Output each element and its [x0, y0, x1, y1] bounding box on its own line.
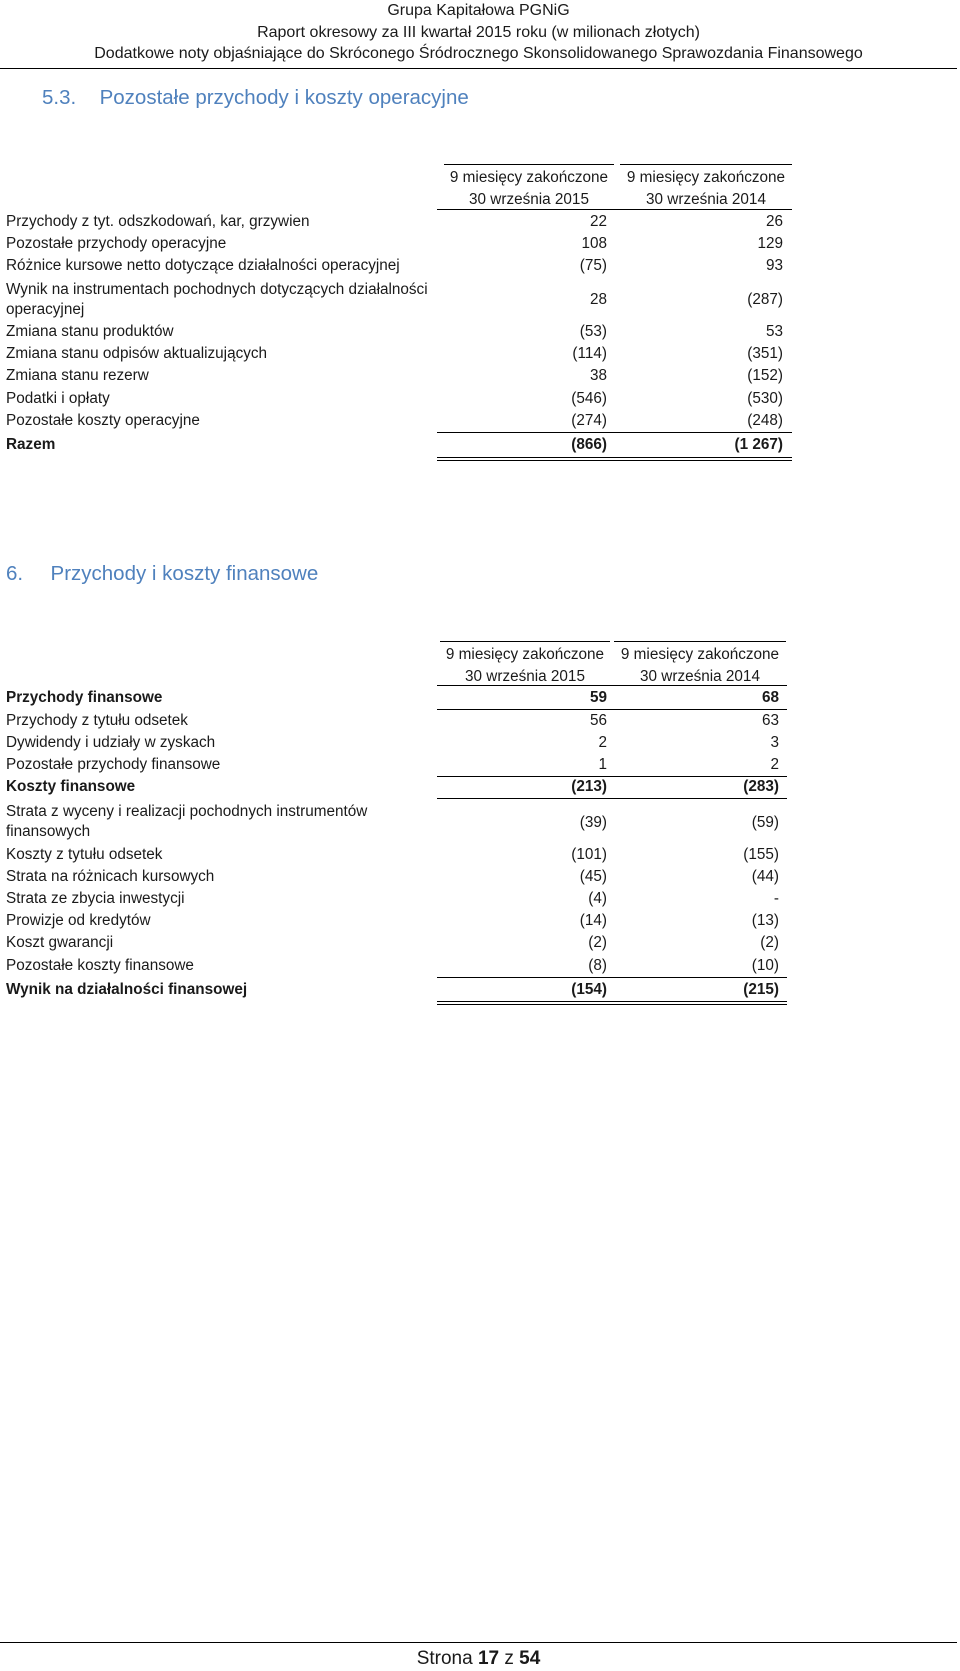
section-title: Przychody i koszty finansowe — [50, 562, 319, 585]
row-value: 28 — [589, 291, 607, 308]
page-number-part: 54 — [519, 1648, 541, 1669]
row-value: (351) — [747, 345, 783, 362]
row-value: (155) — [743, 846, 779, 863]
row-value: (1 267) — [734, 436, 783, 453]
header-subtitle: Dodatkowe noty objaśniające do Skróconego Śródrocznego Skonsolidowanego Sprawozdania Finansowego — [94, 45, 863, 62]
row-value: (215) — [743, 981, 779, 998]
row-value: (75) — [579, 257, 607, 274]
row-label: Pozostałe przychody operacyjne — [6, 235, 227, 252]
row-label: Wynik na instrumentach pochodnych dotyczących działalności — [6, 281, 428, 298]
row-label: Pozostałe przychody finansowe — [6, 756, 221, 773]
page-number-part: Strona — [416, 1648, 473, 1669]
row-value: (53) — [579, 323, 607, 340]
column-header-2014: 9 miesięcy zakończone 30 września 2014 — [620, 164, 792, 210]
row-value: (8) — [588, 957, 607, 974]
row-value: 53 — [765, 323, 783, 340]
row-label: Strata na różnicach kursowych — [6, 868, 215, 885]
row-label: Zmiana stanu produktów — [6, 323, 174, 340]
row-value: (152) — [747, 367, 783, 384]
page-number — [0, 1648, 957, 1670]
subtotal-topline — [437, 685, 787, 686]
row-value: (287) — [747, 291, 783, 308]
table-row — [0, 280, 845, 324]
row-value: 63 — [761, 712, 779, 729]
report-header — [0, 0, 957, 69]
row-label: Różnice kursowe netto dotyczące działalności operacyjnej — [6, 257, 400, 274]
row-value: 1 — [598, 756, 607, 773]
row-label: Przychody z tyt. odszkodowań, kar, grzywien — [6, 213, 310, 230]
subtotal-topline — [437, 776, 787, 777]
section-number: 5.3. — [42, 86, 77, 109]
section-number: 6. — [6, 562, 24, 585]
row-value: (44) — [751, 868, 779, 885]
row-label: Strata ze zbycia inwestycji — [6, 890, 185, 907]
row-value: 38 — [589, 367, 607, 384]
header-underline — [437, 209, 792, 210]
total-double-underline — [437, 1001, 787, 1005]
row-value: (114) — [572, 345, 607, 362]
footer-rule — [0, 1642, 957, 1643]
row-value: (45) — [579, 868, 607, 885]
column-header-2015: 9 miesięcy zakończone 30 września 2015 — [440, 641, 610, 687]
page-number-part: 17 — [477, 1648, 500, 1669]
row-label: Razem — [6, 436, 56, 453]
section-5-3-heading — [42, 86, 469, 110]
row-label: Prowizje od kredytów — [6, 912, 151, 929]
row-value: (283) — [743, 778, 779, 795]
row-value: 2 — [598, 734, 607, 751]
header-report-title: Raport okresowy za III kwartał 2015 roku (w milionach złotych) — [257, 23, 700, 41]
page-number-part: z — [504, 1648, 514, 1669]
row-value: (10) — [751, 957, 779, 974]
subtotal-underline — [437, 798, 787, 799]
subtotal-underline — [437, 709, 787, 710]
row-value: 22 — [589, 213, 607, 230]
row-label: Koszty finansowe — [6, 778, 136, 795]
row-value: - — [773, 890, 779, 907]
row-value: 93 — [765, 257, 783, 274]
row-value: (2) — [588, 934, 607, 951]
row-label: Przychody z tytułu odsetek — [6, 712, 188, 729]
header-company: Grupa Kapitałowa PGNiG — [387, 2, 570, 19]
row-label: Dywidendy i udziały w zyskach — [6, 734, 216, 751]
row-value: 26 — [765, 213, 783, 230]
table-row — [0, 802, 845, 846]
row-value: 129 — [757, 235, 783, 252]
section-6-heading — [6, 562, 318, 586]
row-value: (14) — [579, 912, 607, 929]
column-header-2015: 9 miesięcy zakończone 30 września 2015 — [444, 164, 614, 210]
row-label: Koszt gwarancji — [6, 934, 114, 951]
row-value: (39) — [579, 814, 607, 831]
row-label: Pozostałe koszty finansowe — [6, 957, 194, 974]
column-header-2014: 9 miesięcy zakończone 30 września 2014 — [614, 641, 786, 687]
row-value: (59) — [751, 814, 779, 831]
row-label: finansowych — [6, 823, 91, 840]
row-label: Zmiana stanu odpisów aktualizujących — [6, 345, 268, 362]
row-value: (13) — [751, 912, 779, 929]
row-value: 108 — [581, 235, 607, 252]
row-value: (101) — [571, 846, 607, 863]
row-value: (4) — [588, 890, 607, 907]
row-value: (866) — [571, 436, 607, 453]
row-value: 3 — [770, 734, 779, 751]
row-value: (213) — [571, 778, 607, 795]
row-value: (530) — [747, 390, 783, 407]
row-label: Pozostałe koszty operacyjne — [6, 412, 200, 429]
row-value: 59 — [589, 689, 607, 706]
row-value: (546) — [571, 390, 607, 407]
row-label: Wynik na działalności finansowej — [6, 981, 248, 998]
row-value: 56 — [589, 712, 607, 729]
row-label: Przychody finansowe — [6, 689, 163, 706]
row-value: (2) — [760, 934, 779, 951]
total-double-underline — [437, 457, 792, 461]
row-value: (274) — [571, 412, 607, 429]
row-value: (154) — [571, 981, 607, 998]
total-topline — [437, 432, 792, 433]
total-topline — [437, 977, 787, 978]
row-label: Strata z wyceny i realizacji pochodnych instrumentów — [6, 803, 368, 820]
section-title: Pozostałe przychody i koszty operacyjne — [99, 86, 469, 109]
row-value: (248) — [747, 412, 783, 429]
row-label: Zmiana stanu rezerw — [6, 367, 149, 384]
row-value: 68 — [761, 689, 779, 706]
row-label: Podatki i opłaty — [6, 390, 110, 407]
row-value: 2 — [770, 756, 779, 773]
row-label: Koszty z tytułu odsetek — [6, 846, 163, 863]
row-label: operacyjnej — [6, 301, 85, 318]
